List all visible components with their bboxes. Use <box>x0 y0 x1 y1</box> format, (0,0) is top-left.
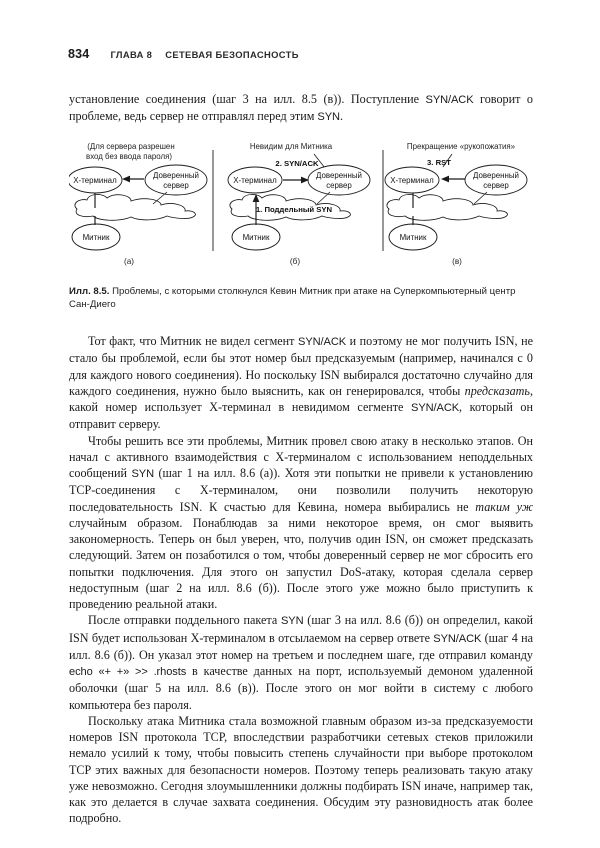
panel-b-mitnick-label: Митник <box>242 233 270 242</box>
panel-c-xterminal-label: X-терминал <box>390 176 434 185</box>
panel-b-server-label-line1: Доверенный <box>316 171 362 180</box>
body-paragraph <box>69 713 533 827</box>
panel-b-xterminal-label: X-терминал <box>233 176 277 185</box>
running-head <box>68 47 299 61</box>
paragraph-run: в качестве данных на порт, используемый демоном удаленной оболочки (шаг 5 на илл. 8.6 (в)). После этого он мог войти в систему с любого компьютера без пароля. <box>69 664 533 712</box>
panel-b-server-label-line2: сервер <box>326 181 352 190</box>
panel-c-letter: (в) <box>452 257 462 266</box>
paragraph-run: , который он отправит серверу. <box>69 400 533 432</box>
panel-b-arrowhead-right <box>301 177 309 184</box>
paragraph-run: (шаг 3 на илл. 8.6 (б)) он определил, какой ISN будет использован X-терминалом в отсылаемом на сервер ответе <box>69 613 534 645</box>
lead-text-1: установление соединения (шаг 3 на илл. 8.5 (в)). Поступление <box>69 92 426 106</box>
paragraph-run: предсказать <box>464 383 530 398</box>
panel-b-note-line1: Невидим для Митника <box>249 142 333 151</box>
paragraph-run: SYN/ACK <box>298 336 347 348</box>
paragraph-run: Чтобы решить все эти проблемы, Митник провел свою атаку в несколько этапов. Он начал с активного взаимодействия с X-терминалом с использованием неподдельных сообщений <box>69 433 533 480</box>
panel-c-mitnick-label: Митник <box>399 233 427 242</box>
paragraph-run: случайным образом. Понаблюдав за ними некоторое время, он смог выявить закономерность. Теперь он был уверен, что, получив один ISN, он сможет предсказать следующий. Затем он позаботился о том, чтобы доверенный сервер не мог сбросить его попытки подключения. Для этого он запустил DoS-атаку, которая сделала сервер недоступным (шаг 2 на илл. 8.6 (б)). После этого уже можно было приступить к проведению реальной атаки. <box>69 515 533 611</box>
panel-a-trusted-server-node <box>145 165 207 195</box>
panel-a-arrowhead <box>122 176 130 183</box>
paragraph-run: SYN <box>131 468 154 480</box>
panel-c-step3-label: 3. RST <box>427 158 451 167</box>
body-text-column <box>69 333 533 827</box>
lead-code-1: SYN/ACK <box>425 94 474 106</box>
panel-a-network-cloud <box>75 194 196 220</box>
figure-caption-text: Проблемы, с которыми столкнулся Кевин Митник при атаке на Суперкомпьютерный центр Сан-Диего <box>69 286 516 311</box>
figure-8-5 <box>69 138 533 278</box>
figure-caption <box>69 285 533 312</box>
paragraph-run: (шаг 1 на илл. 8.6 (а)). Хотя эти попытки не привели к установлению TCP-соединения с X-терминалом, они позволили получить некоторую последовательность ISN. К счастью для Кевина, номера выбирались не <box>69 466 533 514</box>
paragraph-run: (шаг 4 на илл. 8.6 (б)). Он указал этот номер на третьем и последнем шаге, где отправил команду <box>69 630 533 662</box>
figure-caption-number: Илл. 8.5. <box>69 286 110 297</box>
paragraph-run: Тот факт, что Митник не видел сегмент <box>88 334 299 348</box>
panel-a <box>69 142 207 266</box>
lead-text-3: . <box>339 109 343 124</box>
panel-c-network-cloud <box>387 194 508 220</box>
panel-a-server-label-line2: сервер <box>163 181 189 190</box>
panel-a-xterminal-label: X-терминал <box>73 176 117 185</box>
paragraph-run: SYN/ACK <box>433 632 482 645</box>
lead-text-2: говорит о проблеме, ведь сервер не отправлял перед этим <box>69 92 533 124</box>
panel-c-server-label-line2: сервер <box>483 181 509 190</box>
panel-b <box>228 142 370 266</box>
panel-c-server-label-line1: Доверенный <box>473 171 519 180</box>
paragraph-run: Поскольку атака Митника стала возможной главным образом из-за предсказуемости номеров ISN протокола TCP, впоследствии разработчики сетевых стеков приложили немало усилий к тому, чтобы повысить степень случайности при выборе протоколом TCP этих важных для безопасности номеров. Поэтому теперь реализовать такую атаку уже невозможно. Сегодня злоумышленники должны подбирать ISN иначе, например так, как это делается в случае захвата соединения. Обсудим эту разновидность атак более подробно. <box>69 713 533 826</box>
paragraph-run: , какой номер использует X-терминал в невидимом сегменте <box>69 383 533 414</box>
panel-a-mitnick-label: Митник <box>82 233 110 242</box>
panel-c-note-line1: Прекращение «рукопожатия» <box>406 142 516 151</box>
paragraph-run: echo «+ +» >> .rhosts <box>69 666 187 678</box>
panel-c-trusted-server-node <box>465 165 527 195</box>
chapter-number: ГЛАВА 8 <box>110 49 153 60</box>
body-paragraph <box>69 612 533 713</box>
panel-a-note-line1: (Для сервера разрешен <box>87 142 175 151</box>
panel-a-server-label-line1: Доверенный <box>153 171 199 180</box>
body-paragraph <box>69 333 533 433</box>
page-number: 834 <box>68 47 90 61</box>
panel-b-trusted-server-node <box>308 165 370 195</box>
paragraph-run: таким уж <box>475 499 533 514</box>
panel-b-step1-label: 1. Поддельный SYN <box>255 205 333 214</box>
chapter-title: СЕТЕВАЯ БЕЗОПАСНОСТЬ <box>165 49 299 60</box>
lead-paragraph-block <box>69 91 533 126</box>
panel-c-arrowhead-left <box>441 176 449 183</box>
panel-a-note-line2: вход без ввода пароля) <box>86 152 172 161</box>
panel-b-step2-label: 2. SYN/ACK <box>275 159 319 168</box>
paragraph-run: и поэтому не мог получить ISN, не стало бы проблемой, если бы этот номер был предсказуемым (например, начинался с 0 для каждого нового соединения). Но поскольку ISN выбирался достаточно случайно для каждого соединения, нужно было выяснить, как он генерировался, чтобы <box>69 334 533 398</box>
panel-c <box>385 142 527 266</box>
paragraph-run: SYN/ACK <box>411 402 460 414</box>
paragraph-run: SYN <box>281 615 304 628</box>
panel-b-server-cloud-link <box>317 192 330 204</box>
panel-b-letter: (б) <box>289 257 301 266</box>
lead-paragraph <box>69 91 533 126</box>
panel-a-letter: (а) <box>123 257 135 266</box>
paragraph-run: После отправки поддельного пакета <box>88 613 281 628</box>
lead-code-2: SYN <box>317 111 340 124</box>
body-paragraph <box>69 433 533 613</box>
panel-c-server-cloud-link <box>474 192 487 204</box>
